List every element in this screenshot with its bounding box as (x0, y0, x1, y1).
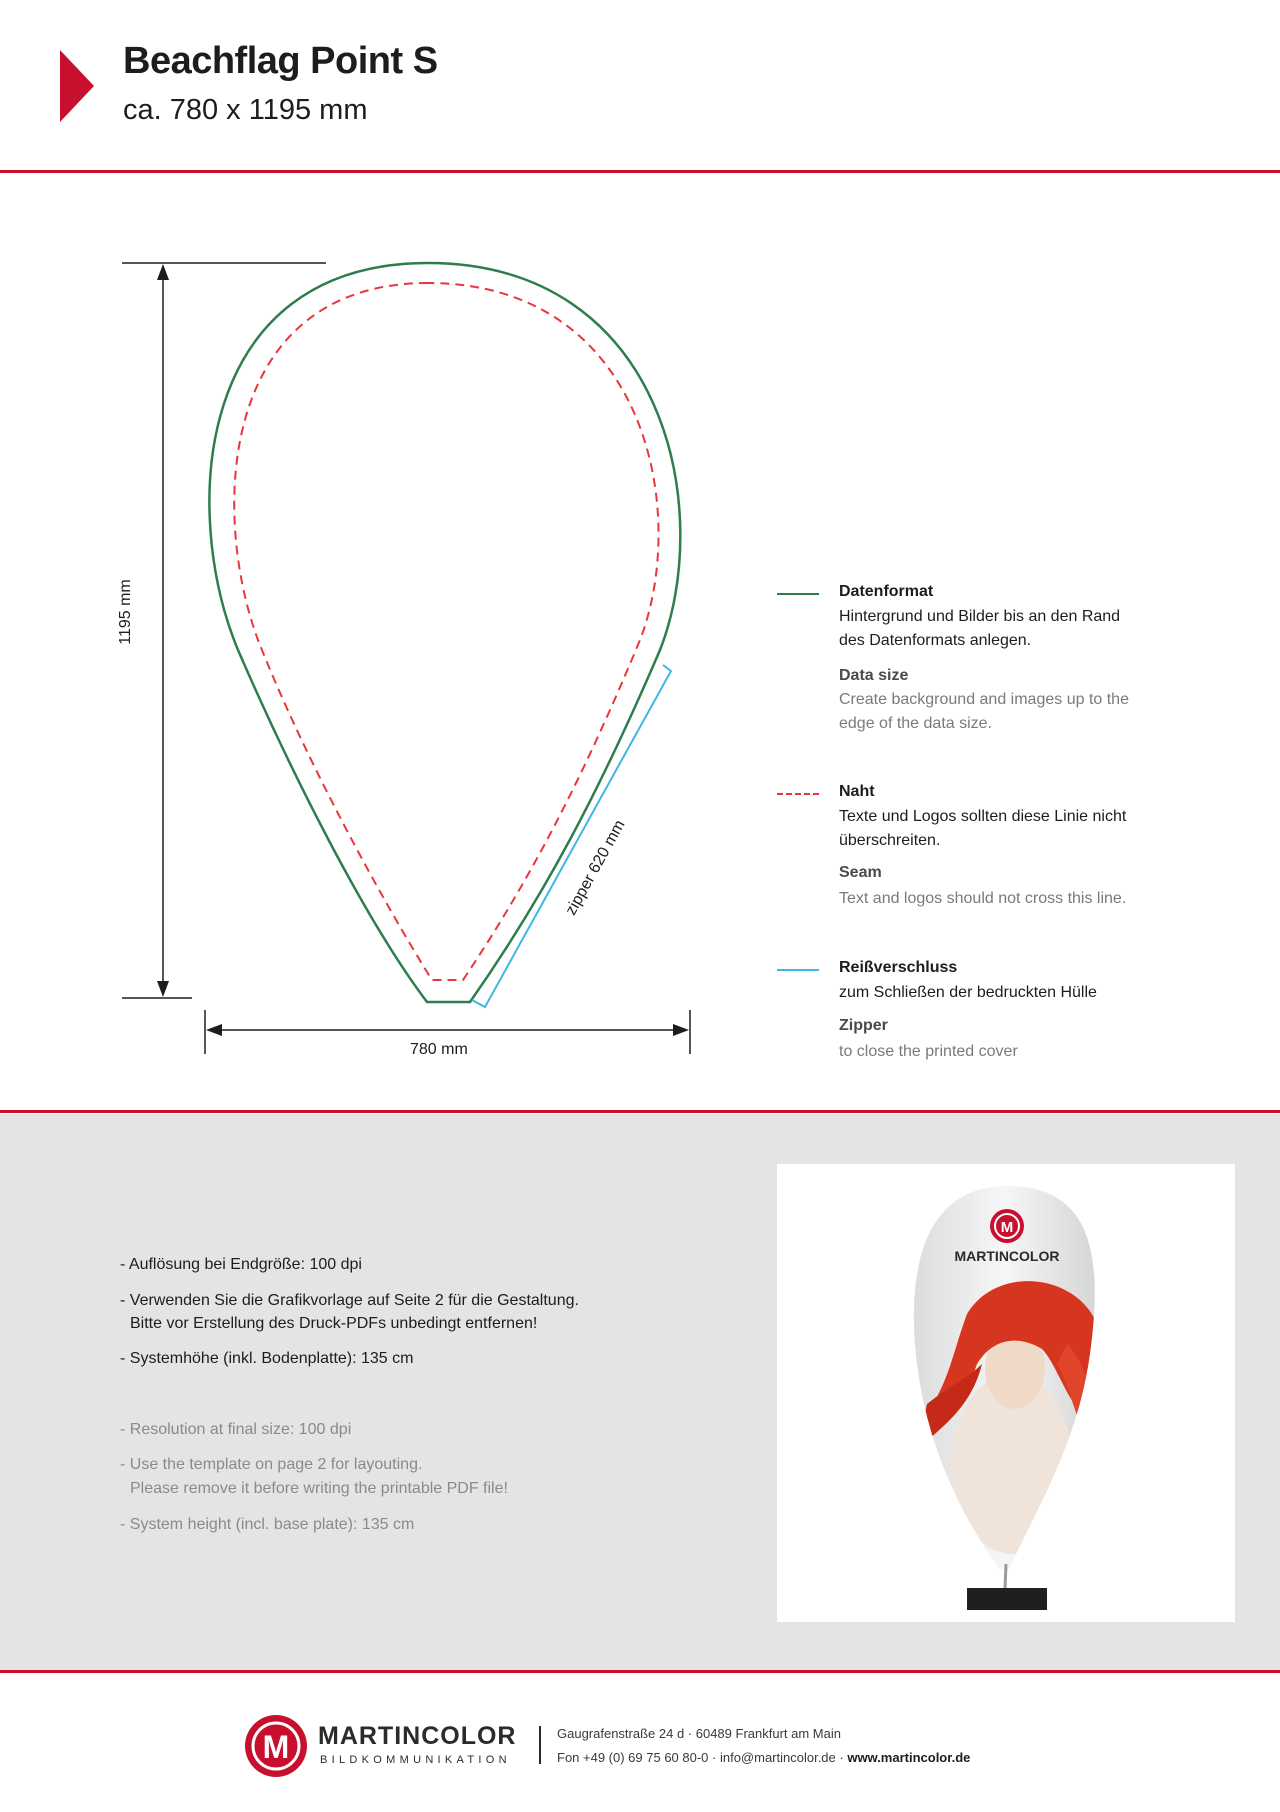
footer-brand: MARTINCOLOR (318, 1722, 517, 1750)
page-subtitle: ca. 780 x 1195 mm (123, 94, 368, 126)
data-format-outline (209, 263, 680, 1002)
legend-data-format-title-en: Data size (839, 667, 909, 684)
info-de-template-2: Bitte vor Erstellung des Druck-PDFs unbedingt entfernen! (130, 1315, 538, 1332)
info-en-resolution: - Resolution at final size: 100 dpi (120, 1421, 352, 1438)
info-en-template-1: - Use the template on page 2 for layouting. (120, 1456, 423, 1473)
legend-data-format-text-en-1: Create background and images up to the (839, 691, 1129, 708)
width-label: 780 mm (410, 1041, 468, 1058)
legend-line-data-format (777, 593, 819, 595)
footer-brand-sub: BILDKOMMUNIKATION (320, 1754, 511, 1766)
info-en-template-2: Please remove it before writing the printable PDF file! (130, 1480, 508, 1497)
legend-zipper-text-de-1: zum Schließen der bedruckten Hülle (839, 984, 1097, 1001)
info-de-resolution: - Auflösung bei Endgröße: 100 dpi (120, 1256, 362, 1273)
width-arrow-right-icon (673, 1024, 689, 1036)
legend-seam-text-en-1: Text and logos should not cross this line. (839, 890, 1127, 907)
legend-zipper-title-de: Reißverschluss (839, 959, 958, 976)
svg-text:M: M (262, 1729, 290, 1765)
legend-data-format-text-en-2: edge of the data size. (839, 715, 992, 732)
band-top-divider (0, 1110, 1280, 1113)
flag-pole (1005, 1564, 1006, 1589)
beachflag-illustration (777, 1164, 1235, 1622)
info-en-height: - System height (incl. base plate): 135 cm (120, 1516, 415, 1533)
footer-website-link[interactable]: www.martincolor.de (847, 1750, 971, 1765)
photo-brand-text: MARTINCOLOR (954, 1248, 1060, 1264)
legend-zipper-title-en: Zipper (839, 1017, 888, 1034)
footer-contact: Fon +49 (0) 69 75 60 80-0 · info@martincolor.de · (557, 1750, 848, 1765)
legend-line-zipper (777, 969, 819, 971)
width-arrow-left-icon (206, 1024, 222, 1036)
legend-seam-title-de: Naht (839, 783, 875, 800)
legend-data-format-text-de-1: Hintergrund und Bilder bis an den Rand (839, 608, 1121, 625)
legend-zipper-text-en-1: to close the printed cover (839, 1043, 1018, 1060)
product-photo (777, 1164, 1235, 1622)
legend-seam-text-de-2: überschreiten. (839, 832, 941, 849)
footer-contact-line (557, 1750, 970, 1765)
legend-seam-title-en: Seam (839, 864, 882, 881)
page-title: Beachflag Point S (123, 40, 438, 82)
band-bottom-divider (0, 1670, 1280, 1673)
footer-logo-icon (243, 1713, 309, 1779)
header-divider (0, 170, 1280, 173)
legend-data-format-text-de-2: des Datenformats anlegen. (839, 632, 1032, 649)
header-arrow-icon (58, 48, 98, 124)
footer-separator (539, 1726, 541, 1764)
legend-line-seam (777, 793, 819, 795)
footer-address: Gaugrafenstraße 24 d · 60489 Frankfurt am Main (557, 1726, 841, 1741)
zipper-length-label: zipper 620 mm (562, 817, 629, 919)
height-arrow-top-icon (157, 264, 169, 280)
legend-data-format-title-de: Datenformat (839, 583, 934, 600)
svg-text:M: M (1000, 1219, 1014, 1236)
base-plate (967, 1588, 1047, 1610)
info-de-template-1: - Verwenden Sie die Grafikvorlage auf Seite 2 für die Gestaltung. (120, 1292, 579, 1309)
height-label: 1195 mm (117, 579, 134, 645)
info-de-height: - Systemhöhe (inkl. Bodenplatte): 135 cm (120, 1350, 414, 1367)
height-arrow-bottom-icon (157, 981, 169, 997)
flag-drawing (0, 180, 760, 1080)
legend-seam-text-de-1: Texte und Logos sollten diese Linie nicht (839, 808, 1127, 825)
